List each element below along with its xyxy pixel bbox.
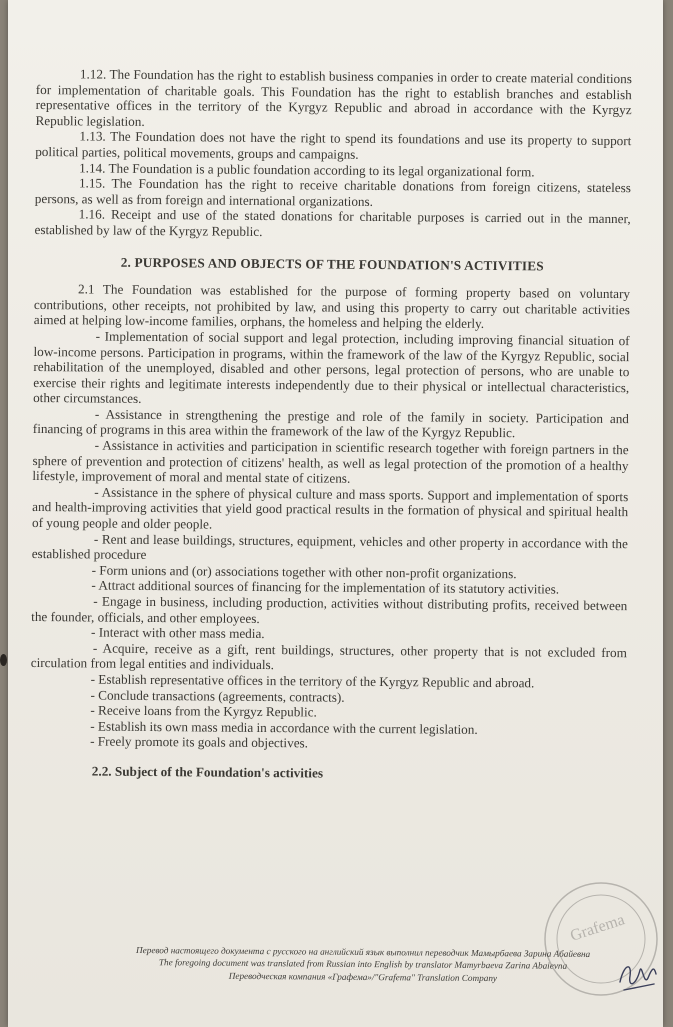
activity-item: - Attract additional sources of financing for the implementation of its statutory activities. bbox=[91, 577, 560, 597]
clause-1-14: 1.14. The Foundation is a public foundation according to its legal organizational form. bbox=[79, 159, 535, 179]
activity-item: - Assistance in activities and participation in scientific research together with foreign partners in the sphere of prevention and protection of citizens' health, as well as legal protection of the promotion of a healthy lifestyle, improvement of moral and mental state of citizens. bbox=[32, 437, 629, 487]
activity-item: - Engage in business, including production, activities without distributing profits, received between the founder, officials, and other employees. bbox=[31, 593, 628, 626]
activity-item: - Assistance in strengthening the prestige and role of the family in society. Participation and financing of programs in this area within the framework of the law of the Kyrgyz Republic. bbox=[32, 406, 630, 441]
activity-item: - Assistance in the sphere of physical culture and mass sports. Support and implementation of sports and health-improving activities that yield good practical results in the formation of physical and spiritual health of young people and older people. bbox=[31, 484, 629, 532]
binder-hole bbox=[0, 654, 7, 666]
document-body bbox=[30, 66, 632, 784]
activity-item: - Conclude transactions (agreements, contracts). bbox=[90, 687, 345, 705]
activity-item: - Implementation of social support and legal protection, including improving financial situation of low-income persons. Participation in programs, within the framework of the law of the Kyrgyz Republic, social rehabilitation of the unemployed, disabled and other persons, legal protection of persons, who are unable to exercise their rights and legitimate interests independently due to their physical or intellectual characteristics, other circumstances. bbox=[33, 328, 630, 407]
activity-item: - Establish its own mass media in accordance with the current legislation. bbox=[90, 718, 478, 737]
activity-item: - Form unions and (or) associations together with other non-profit organizations. bbox=[91, 562, 517, 582]
clause-1-12: 1.12. The Foundation has the right to establish business companies in order to create material conditions for implementation of charitable goals. This Foundation has the right to establish branches and establish representative offices in the territory of the Kyrgyz Republic and abroad in accordance with the Kyrgyz Republic legislation. bbox=[35, 66, 632, 129]
clause-1-15: 1.15. The Foundation has the right to receive charitable donations from foreign citizens, stateless persons, as well as from foreign and international organizations. bbox=[34, 175, 632, 209]
svg-text:Grafema: Grafema bbox=[568, 911, 627, 945]
clause-1-16: 1.16. Receipt and use of the stated donations for charitable purposes is carried out in the manner, established by law of the Kyrgyz Republic. bbox=[34, 206, 631, 239]
section-2-heading: 2. PURPOSES AND OBJECTS OF THE FOUNDATION'S ACTIVITIES bbox=[120, 254, 544, 273]
activity-item: - Rent and lease buildings, structures, equipment, vehicles and other property in accordance with the established procedure bbox=[31, 531, 628, 563]
activity-item: - Freely promote its goals and objectives. bbox=[90, 733, 309, 751]
translator-signature bbox=[614, 956, 662, 996]
section-2-2-heading: 2.2. Subject of the Foundation's activities bbox=[91, 763, 324, 781]
clause-2-1: 2.1 The Foundation was established for the purpose of forming property based on voluntary contributions, other receipts, not prohibited by law, and using this property to carry out charitable activities aimed at helping low-income families, orphans, the homeless and helping the elderly. bbox=[33, 281, 631, 332]
activity-item: - Interact with other mass media. bbox=[90, 624, 265, 642]
activity-item: - Receive loans from the Kyrgyz Republic. bbox=[90, 702, 317, 720]
certification-company: Переводческая компания «Графема»/"Grafema" Translation Company bbox=[228, 970, 498, 983]
activity-item: - Establish representative offices in the territory of the Kyrgyz Republic and abroad. bbox=[90, 671, 535, 691]
activity-item: - Acquire, receive as a gift, rent buildings, structures, other property that is not excluded from circulation from legal entities and individuals. bbox=[30, 640, 627, 673]
document-page bbox=[8, 0, 663, 1027]
clause-1-13: 1.13. The Foundation does not have the right to spend its foundations and use its property to support political parties, political movements, groups and campaigns. bbox=[35, 128, 632, 162]
translator-certification bbox=[68, 943, 658, 985]
certification-line-english: The foregoing document was translated from Russian into English by translator Mamyrbaeva Zarina Abaievna bbox=[158, 957, 568, 972]
certification-line-russian: Перевод настоящего документа с русского на английский язык выполнил переводчик Мамырбаева Зарина Абайевна bbox=[136, 945, 591, 959]
